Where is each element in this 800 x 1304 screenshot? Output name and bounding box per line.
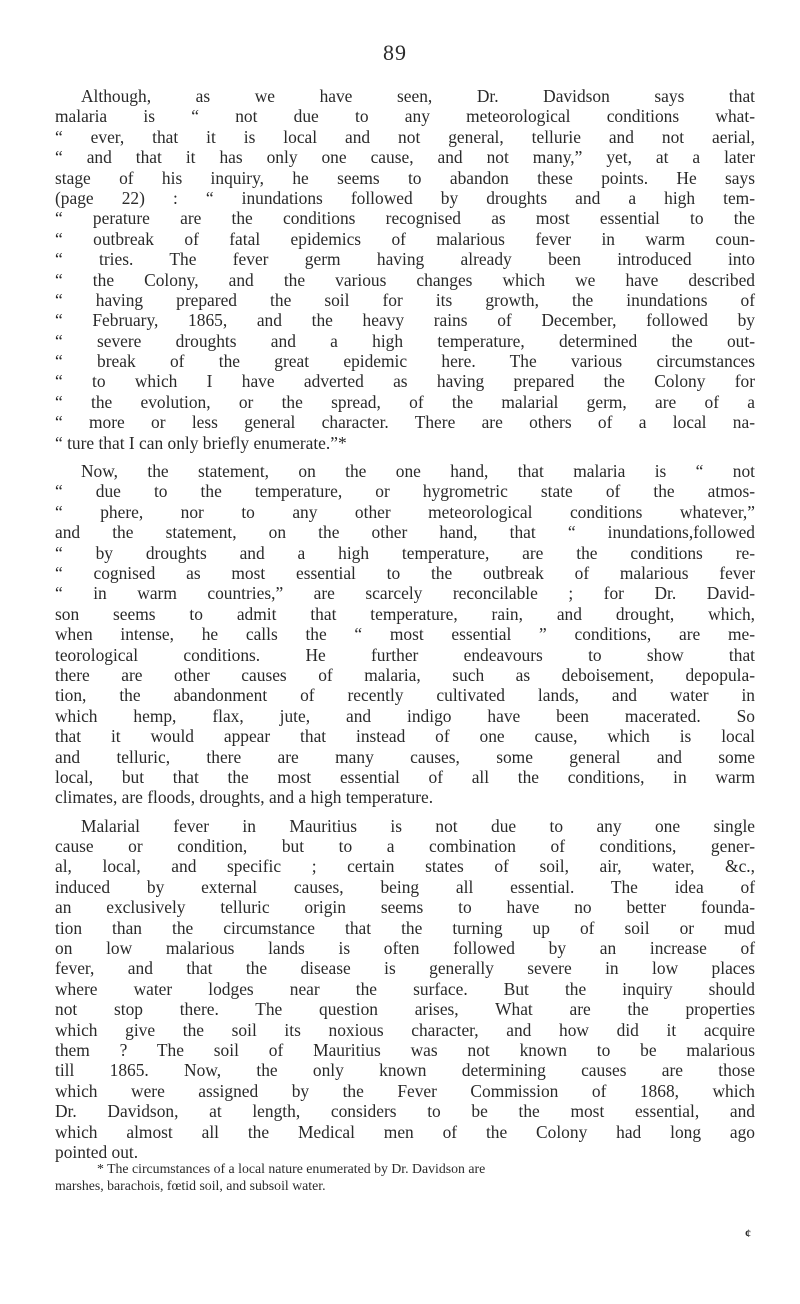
text-line: on low malarious lands is often followed by an increase of xyxy=(55,938,755,959)
body-text xyxy=(55,86,755,1162)
text-line: and the statement, on the other hand, that “ inundations,followed xyxy=(55,522,755,543)
paragraph-2 xyxy=(55,461,755,808)
text-line: “ break of the great epidemic here. The various circumstances xyxy=(55,351,755,372)
text-line: “ the evolution, or the spread, of the malarial germ, are of a xyxy=(55,391,755,412)
text-line: and telluric, there are many causes, some general and some xyxy=(55,746,755,767)
text-line: “ ture that I can only briefly enumerate.”* xyxy=(55,432,347,453)
text-line: them ? The soil of Mauritius was not known to be malarious xyxy=(55,1039,755,1060)
text-line: “ perature are the conditions recognised as most essential to the xyxy=(55,208,755,229)
text-line: teorological conditions. He further endeavours to show that xyxy=(55,644,755,665)
text-line: “ February, 1865, and the heavy rains of December, followed by xyxy=(55,310,755,331)
text-line: induced by external causes, being all essential. The idea of xyxy=(55,876,755,897)
text-line: till 1865. Now, the only known determining causes are those xyxy=(55,1060,755,1081)
text-line: “ by droughts and a high temperature, are the conditions re- xyxy=(55,542,755,563)
text-line: not stop there. The question arises, What are the properties xyxy=(55,999,755,1020)
footnote xyxy=(55,1160,755,1194)
text-line: which were assigned by the Fever Commission of 1868, which xyxy=(55,1080,755,1101)
text-line: son seems to admit that temperature, rain, and drought, which, xyxy=(55,603,755,624)
text-line: fever, and that the disease is generally severe in low places xyxy=(55,958,755,979)
paragraph-3 xyxy=(55,816,755,1163)
text-line: cause or condition, but to a combination of conditions, gener- xyxy=(55,836,755,857)
text-line: “ in warm countries,” are scarcely reconcilable ; for Dr. David- xyxy=(55,583,755,604)
text-line: “ outbreak of fatal epidemics of malarious fever in warm coun- xyxy=(55,228,755,249)
text-line: there are other causes of malaria, such as deboisement, depopula- xyxy=(55,664,755,685)
text-line: stage of his inquiry, he seems to abandon these points. He says xyxy=(55,167,755,188)
text-line: Malarial fever in Mauritius is not due to any one single xyxy=(81,815,755,836)
text-line: climates, are floods, droughts, and a high temperature. xyxy=(55,787,434,808)
text-line: “ tries. The fever germ having already been introduced into xyxy=(55,249,755,270)
text-line: “ the Colony, and the various changes which we have described xyxy=(55,269,755,290)
text-line: tion than the circumstance that the turning up of soil or mud xyxy=(55,917,755,938)
text-line: when intense, he calls the “ most essential ” conditions, are me- xyxy=(55,624,755,645)
text-line: which almost all the Medical men of the Colony had long ago xyxy=(55,1121,755,1142)
text-line: Although, as we have seen, Dr. Davidson says that xyxy=(81,86,755,106)
text-line: “ due to the temperature, or hygrometric state of the atmos- xyxy=(55,481,755,502)
text-line: (page 22) : “ inundations followed by droughts and a high tem- xyxy=(55,187,755,208)
text-line: pointed out. xyxy=(55,1141,139,1162)
text-line: “ to which I have adverted as having prepared the Colony for xyxy=(55,371,755,392)
paragraph-1 xyxy=(55,86,755,453)
text-line: malaria is “ not due to any meteorological conditions what- xyxy=(55,106,755,127)
text-line: “ cognised as most essential to the outbreak of malarious fever xyxy=(55,562,755,583)
text-line: “ more or less general character. There are others of a local na- xyxy=(55,412,755,433)
page-number: 89 xyxy=(383,40,407,65)
footnote-line: marshes, barachois, fœtid soil, and subsoil water. xyxy=(55,1178,326,1193)
text-line: that it would appear that instead of one cause, which is local xyxy=(55,726,755,747)
text-line: al, local, and specific ; certain states of soil, air, water, &c., xyxy=(55,856,755,877)
text-line: “ severe droughts and a high temperature, determined the out- xyxy=(55,330,755,351)
text-line: local, but that the most essential of all the conditions, in warm xyxy=(55,766,755,787)
text-line: an exclusively telluric origin seems to have no better founda- xyxy=(55,897,755,918)
text-line: which give the soil its noxious character, and how did it acquire xyxy=(55,1019,755,1040)
text-line: tion, the abandonment of recently cultivated lands, and water in xyxy=(55,685,755,706)
text-line: Now, the statement, on the one hand, that malaria is “ not xyxy=(81,461,755,482)
text-line: “ and that it has only one cause, and not many,” yet, at a later xyxy=(55,147,755,168)
printer-mark: ¢ xyxy=(745,1226,751,1240)
text-line: “ having prepared the soil for its growth, the inundations of xyxy=(55,289,755,310)
text-line: where water lodges near the surface. But the inquiry should xyxy=(55,978,755,999)
footnote-line: * The circumstances of a local nature enumerated by Dr. Davidson are xyxy=(97,1161,486,1176)
text-line: which hemp, flax, jute, and indigo have been macerated. So xyxy=(55,705,755,726)
text-line: “ ever, that it is local and not general, tellurie and not aerial, xyxy=(55,126,755,147)
text-line: “ phere, nor to any other meteorological conditions whatever,” xyxy=(55,501,755,522)
text-line: Dr. Davidson, at length, considers to be the most essential, and xyxy=(55,1101,755,1122)
